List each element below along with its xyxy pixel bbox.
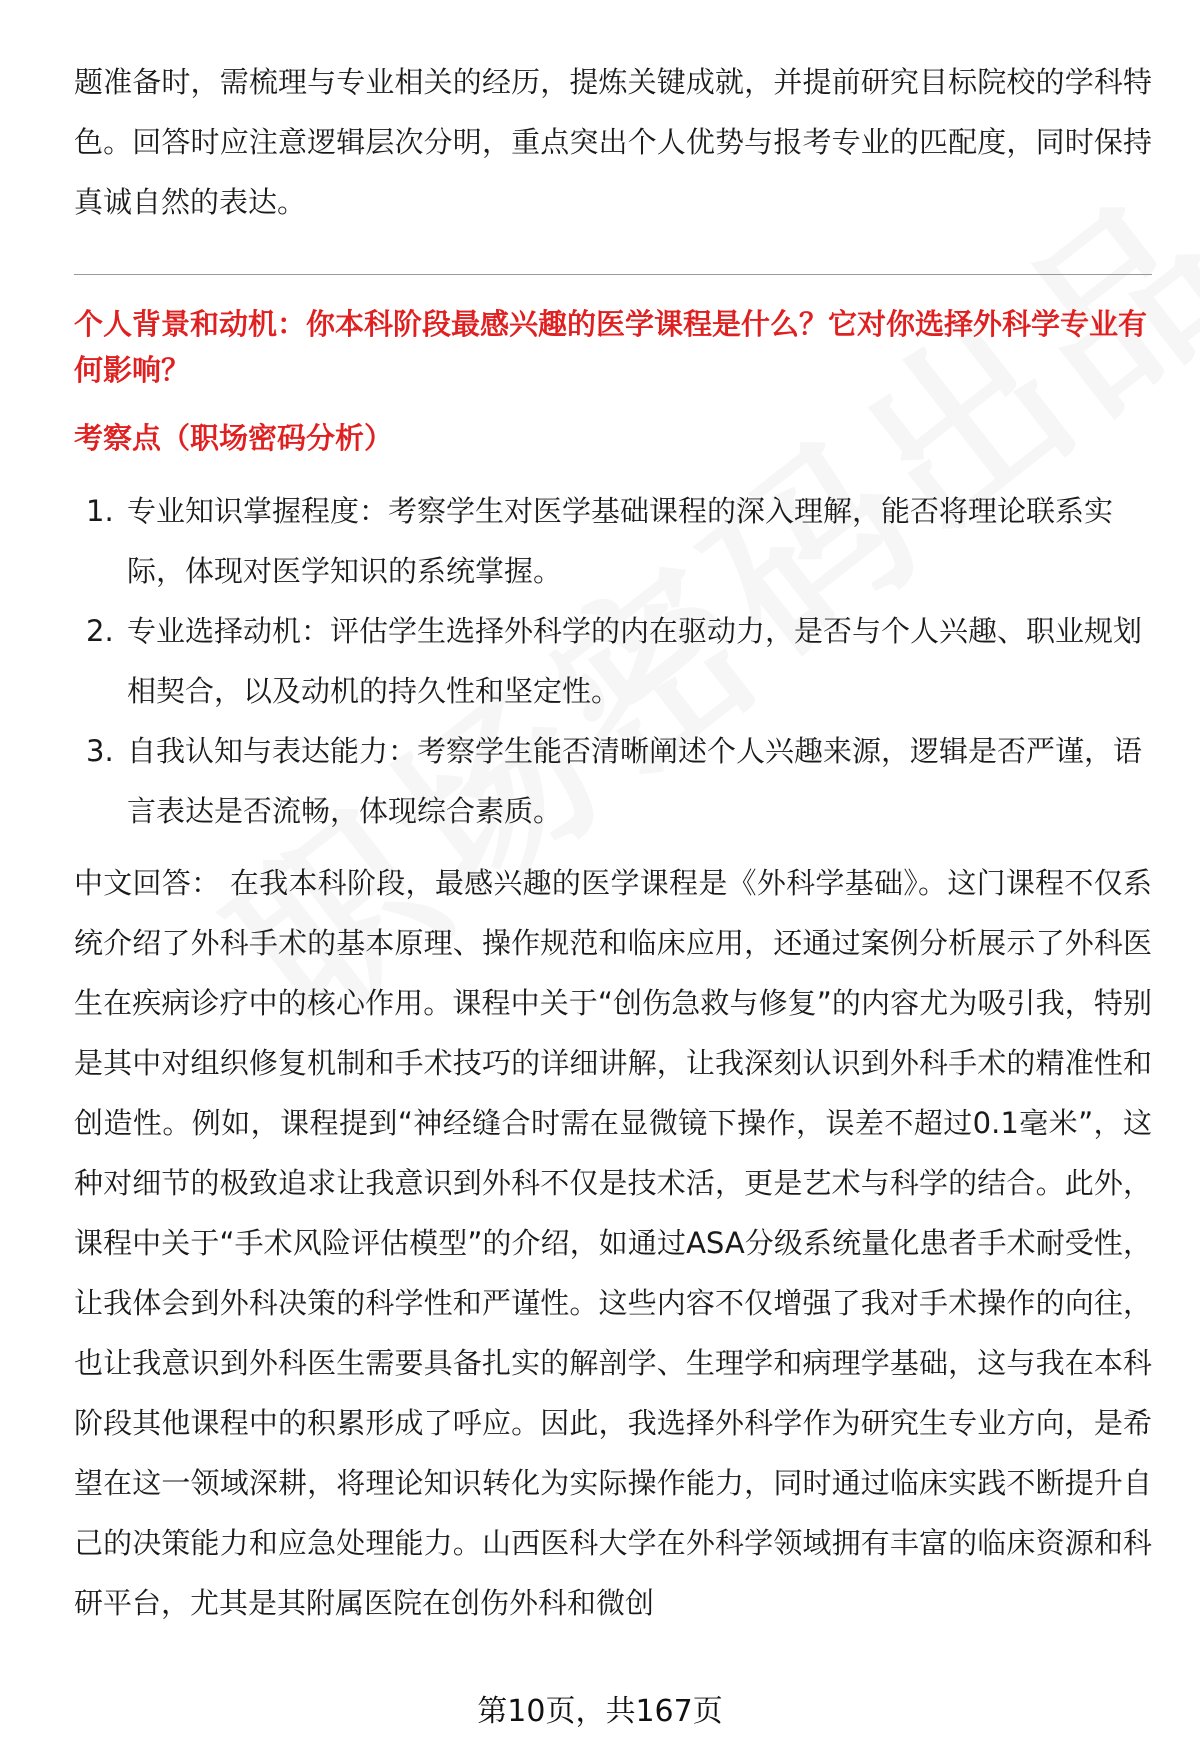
list-item	[74, 481, 1152, 601]
list-item-number: 1.	[86, 494, 114, 528]
answer-paragraph: 中文回答： 在我本科阶段，最感兴趣的医学课程是《外科学基础》。这门课程不仅系统介绍了外科手术的基本原理、操作规范和临床应用，还通过案例分析展示了外科医生在疾病诊疗中的核心作用。课程中关于“创伤急救与修复”的内容尤为吸引我，特别是其中对组织修复机制和手术技巧的详细讲解，让我深刻认识到外科手术的精准性和创造性。例如，课程提到“神经缝合时需在显微镜下操作，误差不超过0.1毫米”，这种对细节的极致追求让我意识到外科不仅是技术活，更是艺术与科学的结合。此外，课程中关于“手术风险评估模型”的介绍，如通过ASA分级系统量化患者手术耐受性，让我体会到外科决策的科学性和严谨性。这些内容不仅增强了我对手术操作的向往，也让我意识到外科医生需要具备扎实的解剖学、生理学和病理学基础，这与我在本科阶段其他课程中的积累形成了呼应。因此，我选择外科学作为研究生专业方向，是希望在这一领域深耕，将理论知识转化为实际操作能力，同时通过临床实践不断提升自己的决策能力和应急处理能力。山西医科大学在外科学领域拥有丰富的临床资源和科研平台，尤其是其附属医院在创伤外科和微创	[74, 866, 1152, 1620]
list-item-text: 自我认知与表达能力：考察学生能否清晰阐述个人兴趣来源，逻辑是否严谨，语言表达是否流畅，体现综合素质。	[127, 734, 1143, 828]
question-heading: 个人背景和动机：你本科阶段最感兴趣的医学课程是什么？它对你选择外科学专业有何影响？	[74, 307, 1148, 387]
list-item	[74, 601, 1152, 721]
list-item	[74, 721, 1152, 841]
list-item-number: 2.	[86, 614, 114, 648]
list-item-text: 专业选择动机：评估学生选择外科学的内在驱动力，是否与个人兴趣、职业规划相契合，以及动机的持久性和坚定性。	[127, 614, 1143, 708]
points-heading: 考察点（职场密码分析）	[74, 421, 394, 455]
section-divider	[74, 274, 1152, 275]
document-page	[74, 52, 1152, 1633]
list-item-number: 3.	[86, 734, 114, 768]
intro-paragraph: 题准备时，需梳理与专业相关的经历，提炼关键成就，并提前研究目标院校的学科特色。回答时应注意逻辑层次分明，重点突出个人优势与报考专业的匹配度，同时保持真诚自然的表达。	[74, 65, 1152, 219]
points-list	[74, 481, 1152, 841]
page-number: 第10页，共167页	[477, 1694, 723, 1729]
list-item-text: 专业知识掌握程度：考察学生对医学基础课程的深入理解，能否将理论联系实际，体现对医学知识的系统掌握。	[127, 494, 1114, 588]
